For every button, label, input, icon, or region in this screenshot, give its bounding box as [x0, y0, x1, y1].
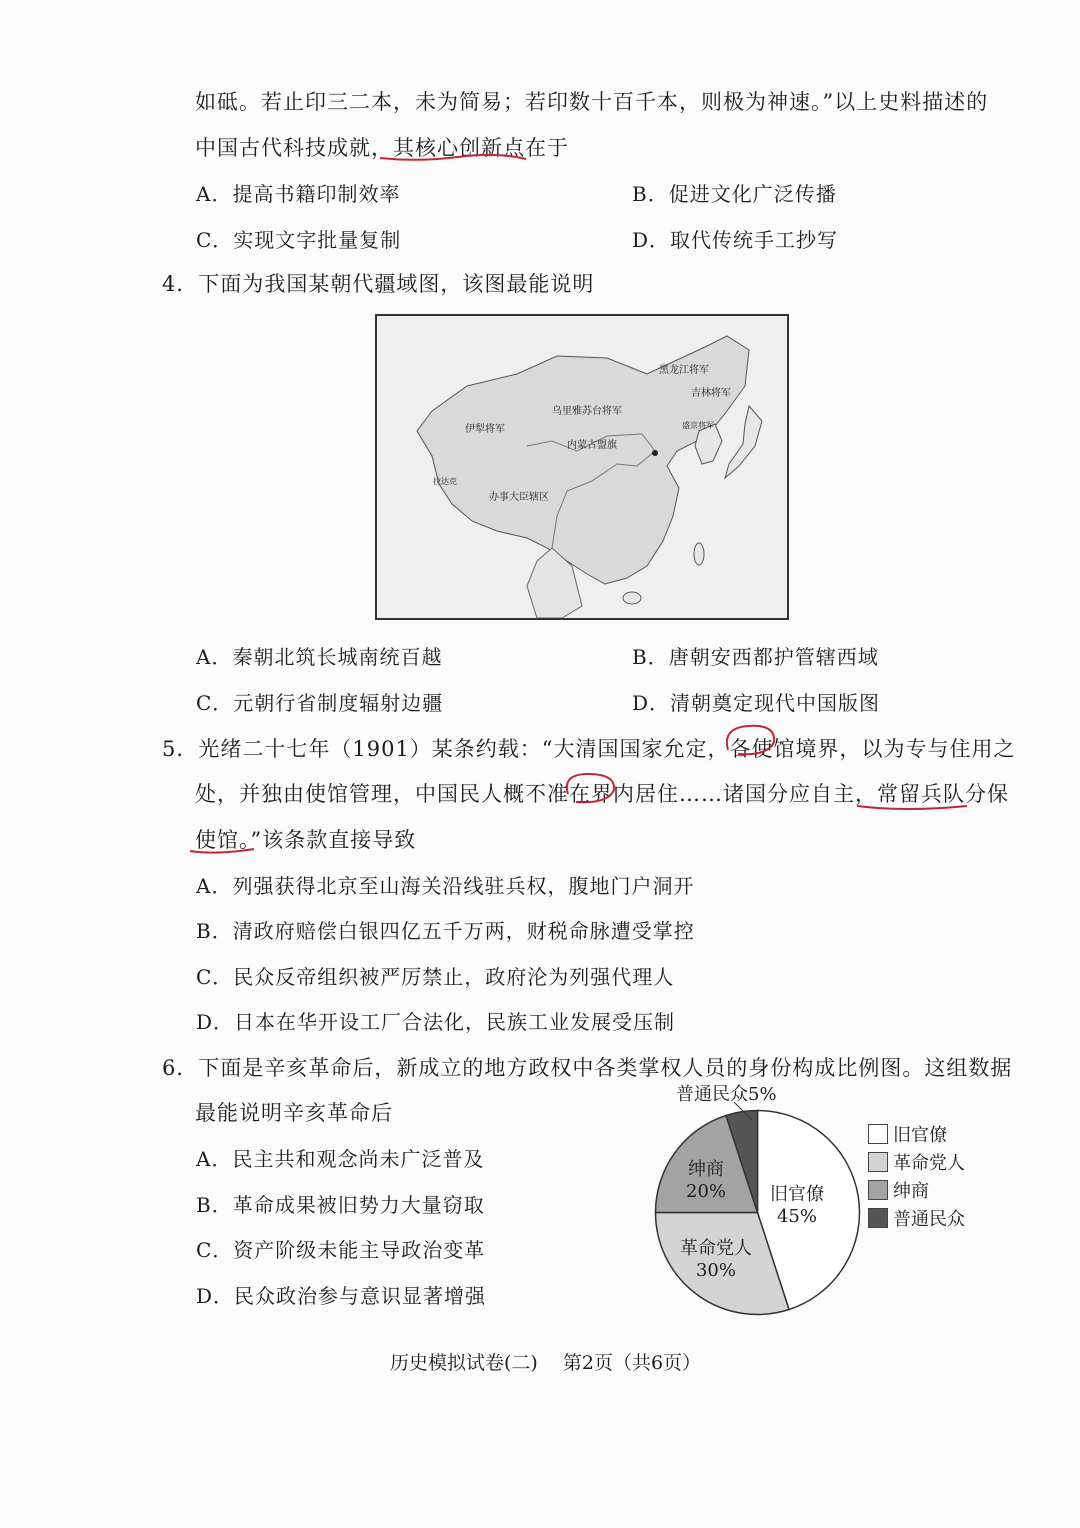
q6-option-c: C．资产阶级未能主导政治变革: [196, 1238, 486, 1262]
legend-revolutionaries: 革命党人: [893, 1153, 965, 1174]
handwritten-underline: [188, 843, 258, 857]
map-label-tibet: 办事大臣辖区: [489, 492, 549, 503]
q5-option-a: A．列强获得北京至山海关沿线驻兵权，腹地门户洞开: [196, 874, 695, 898]
map-label-uliastai: 乌里雅苏台将军: [552, 406, 622, 417]
q5-option-b: B．清政府赔偿白银四亿五千万两，财税命脉遭受掌控: [196, 919, 695, 943]
q6-option-d: D．民众政治参与意识显著增强: [196, 1284, 487, 1308]
pie-label-value: 45%: [776, 1206, 817, 1227]
q6-option-a: A．民主共和观念尚未广泛普及: [196, 1147, 485, 1171]
q4-option-c: C．元朝行省制度辐射边疆: [196, 691, 444, 715]
map-label-inner-mongolia: 内蒙古盟旗: [567, 440, 617, 451]
pie-label-common-people: 普通民众5%: [676, 1084, 777, 1105]
pie-label-revolutionaries: [680, 1234, 752, 1281]
handwritten-underline: [378, 150, 528, 164]
q5-stem-line1: 5．光绪二十七年（1901）某条约载：“大清国国家允定，各使馆境界，以为专与住用之: [162, 737, 1016, 761]
q5-option-d: D．日本在华开设工厂合法化，民族工业发展受压制: [196, 1010, 676, 1034]
handwritten-circle: [560, 768, 620, 808]
map-label-shengjing: 盛京将军: [682, 421, 714, 430]
qing-territory-map: [375, 314, 789, 620]
q3-option-c: C．实现文字批量复制: [196, 228, 402, 252]
legend-gentry-merchants: 绅商: [893, 1181, 929, 1202]
q3-option-d: D．取代传统手工抄写: [632, 228, 839, 252]
pie-leader-line: [730, 1100, 760, 1124]
map-label-heilongjiang: 黑龙江将军: [659, 365, 709, 376]
q3-option-b: B．促进文化广泛传播: [632, 182, 837, 206]
handwritten-underline: [855, 800, 970, 814]
legend-swatch: [868, 1124, 888, 1144]
q4-option-b: B．唐朝安西都护管辖西域: [632, 645, 879, 669]
pie-label-value: 20%: [686, 1181, 727, 1202]
map-label-jilin: 吉林将军: [691, 388, 731, 399]
pie-label-old-bureaucrats: [770, 1180, 824, 1227]
handwritten-circle: [718, 720, 782, 760]
legend-old-bureaucrats: 旧官僚: [893, 1125, 947, 1146]
q6-stem-line2: 最能说明辛亥革命后: [195, 1101, 393, 1125]
q6-option-b: B．革命成果被旧势力大量窃取: [196, 1193, 485, 1217]
q3-stem-line2: 中国古代科技成就，其核心创新点在于: [195, 136, 569, 160]
legend-swatch: [868, 1208, 888, 1228]
q4-option-d: D．清朝奠定现代中国版图: [632, 691, 881, 715]
map-label-ladakh: 拉达克: [433, 477, 457, 486]
q3-option-a: A．提高书籍印制效率: [196, 182, 401, 206]
pie-chart: [650, 1105, 865, 1320]
q6-stem-line1: 6．下面是辛亥革命后，新成立的地方政权中各类掌权人员的身份构成比例图。这组数据: [162, 1056, 1013, 1080]
q5-stem-line2: 处，并独由使馆管理，中国民人概不准在界内居住……诸国分应自主，常留兵队分保: [195, 782, 1009, 806]
map-drawing: [377, 316, 787, 618]
q4-option-a: A．秦朝北筑长城南统百越: [196, 645, 443, 669]
pie-label-name: 绅商: [688, 1159, 724, 1180]
page-footer: 历史模拟试卷(二) 第2页（共6页）: [390, 1352, 702, 1374]
map-label-ili: 伊犁将军: [465, 424, 505, 435]
legend-common-people: 普通民众: [893, 1209, 965, 1230]
pie-label-name: 革命党人: [680, 1238, 752, 1259]
q5-option-c: C．民众反帝组织被严厉禁止，政府沦为列强代理人: [196, 965, 675, 989]
pie-label-value: 30%: [695, 1260, 736, 1281]
pie-label-gentry-merchants: [686, 1155, 726, 1202]
legend-swatch: [868, 1180, 888, 1200]
q4-stem: 4．下面为我国某朝代疆域图，该图最能说明: [162, 272, 595, 296]
q3-stem-line1: 如砥。若止印三二本，未为简易；若印数十百千本，则极为神速。”以上史料描述的: [195, 90, 989, 114]
q5-stem-line3: 使馆。”该条款直接导致: [195, 828, 417, 852]
legend-swatch: [868, 1152, 888, 1172]
pie-label-name: 旧官僚: [770, 1184, 824, 1205]
